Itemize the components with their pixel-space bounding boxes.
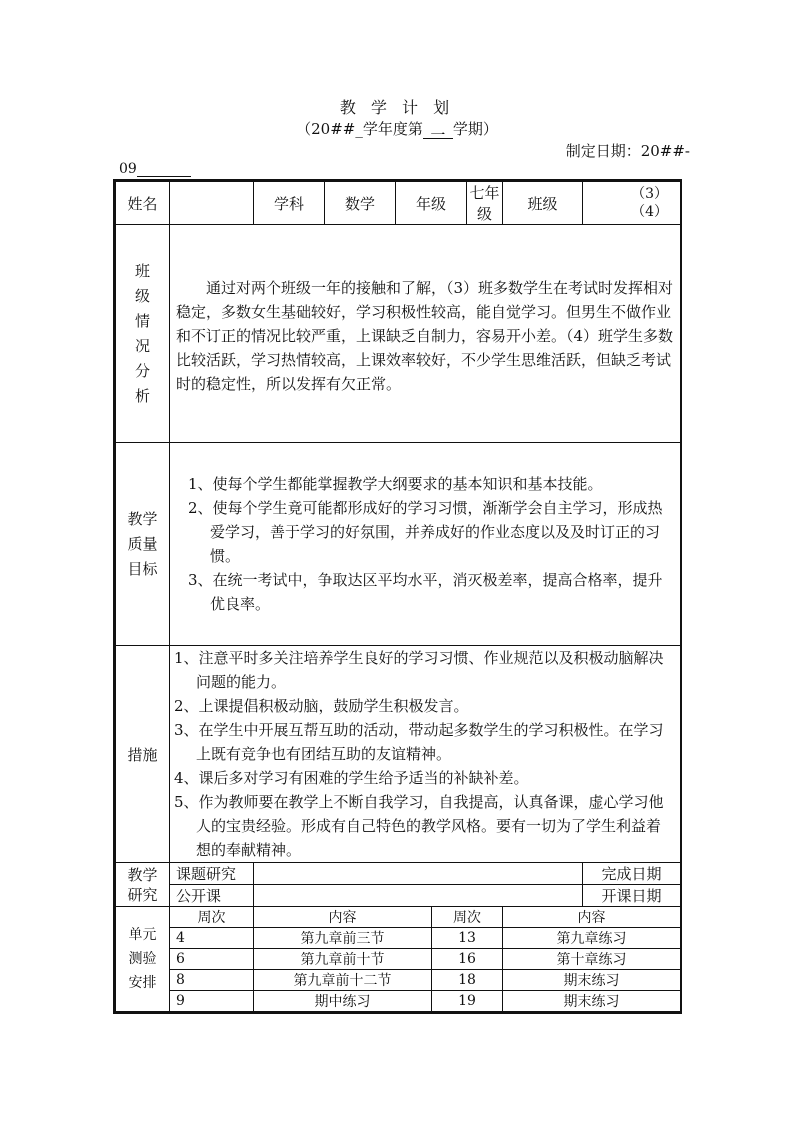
label-line: 单元 <box>128 927 157 943</box>
content-cell: 第九章前三节 <box>254 928 432 949</box>
subtitle-prefix: （20##_学年度第 <box>296 120 423 138</box>
week-header: 周次 <box>170 907 254 928</box>
open-class-value <box>254 885 583 907</box>
measure-item: 4、课后多对学习有困难的学生给予适当的补缺补差。 <box>174 769 529 787</box>
class-analysis-label <box>116 225 170 443</box>
research-row-open <box>116 885 681 907</box>
class-analysis-row <box>116 225 681 443</box>
goal-item: 1、使每个学生都能掌握教学大纲要求的基本知识和基本技能。 <box>188 475 603 493</box>
week-cell: 18 <box>432 970 503 991</box>
measure-item: 2、上课提倡积极动脑，鼓励学生积极发言。 <box>174 697 469 715</box>
topic-label: 课题研究 <box>170 863 254 885</box>
week-cell: 19 <box>432 991 503 1012</box>
goals-content <box>170 443 681 646</box>
plan-table <box>113 179 682 1014</box>
week-cell: 13 <box>432 928 503 949</box>
grade-label: 年级 <box>396 182 467 225</box>
tests-header-row <box>116 907 681 928</box>
week-header: 周次 <box>432 907 503 928</box>
date-underline <box>137 162 191 177</box>
class-label: 班级 <box>503 182 583 225</box>
label-line: 测验 <box>128 951 157 967</box>
measure-item: 5、作为教师要在教学上不断自我学习，自我提高，认真备课，虚心学习他人的宝贵经验。形成有自己特色的教学风格。要有一切为了学生利益着想的奉献精神。 <box>174 793 664 859</box>
finish-date-label: 完成日期 <box>583 863 681 885</box>
class-analysis-text: 通过对两个班级一年的接触和了解，（3）班多数学生在考试时发挥相对稳定，多数女生基础较好，学习积极性较高，能自觉学习。但男生不做作业和不订正的情况比较严重，上课缺乏自制力，容易开小差。（4）班学生多数比较活跃，学习热情较高，上课效率较好，不少学生思维活跃，但缺乏考试时的稳定性，所以发挥有欠正常。 <box>176 278 674 393</box>
measures-content <box>170 646 681 863</box>
name-label: 姓名 <box>116 182 170 225</box>
topic-value <box>254 863 583 885</box>
measures-label: 措施 <box>116 646 170 863</box>
subject-value: 数学 <box>325 182 396 225</box>
week-cell: 4 <box>170 928 254 949</box>
subject-label: 学科 <box>254 182 325 225</box>
measure-item: 1、注意平时多关注培养学生良好的学习习惯、作业规范以及积极动脑解决问题的能力。 <box>174 649 664 691</box>
label-line: 教学 <box>127 509 158 528</box>
content-header: 内容 <box>254 907 432 928</box>
week-cell: 8 <box>170 970 254 991</box>
content-cell: 第九章前十二节 <box>254 970 432 991</box>
label-char: 析 <box>134 386 150 405</box>
label-char: 情 <box>134 311 150 330</box>
document-title: 教 学 计 划 <box>339 98 455 117</box>
table-row <box>116 991 681 1012</box>
week-cell: 9 <box>170 991 254 1012</box>
label-line: 质量 <box>127 534 158 553</box>
content-cell: 期末练习 <box>503 970 681 991</box>
content-cell: 第九章前十节 <box>254 949 432 970</box>
class-value <box>583 182 681 225</box>
grade-value: 七年级 <box>467 182 503 225</box>
goal-item: 2、使每个学生竟可能都形成好的学习习惯，渐渐学会自主学习，形成热爱学习，善于学习的好氛围，并养成好的作业态度以及及时订正的习惯。 <box>188 499 663 565</box>
content-cell: 期中练习 <box>254 991 432 1012</box>
content-header: 内容 <box>503 907 681 928</box>
class-value-3: （3） <box>631 186 669 202</box>
class-analysis-content <box>170 225 681 443</box>
table-row <box>116 970 681 991</box>
label-line: 教学 <box>127 865 158 884</box>
measures-row <box>116 646 681 863</box>
week-cell: 16 <box>432 949 503 970</box>
date-month: 09 <box>119 161 137 177</box>
document-subtitle <box>0 118 794 144</box>
goal-item: 3、在统一考试中，争取达区平均水平，消灭极差率，提高合格率，提升优良率。 <box>188 571 663 613</box>
label-char: 分 <box>134 361 150 380</box>
tests-label <box>116 907 170 1012</box>
goals-row <box>116 443 681 646</box>
name-value <box>170 182 254 225</box>
research-label <box>116 863 170 907</box>
label-char: 级 <box>134 286 150 305</box>
date-label: 制定日期：20##- <box>565 142 690 160</box>
open-class-label: 公开课 <box>170 885 254 907</box>
semester-number: 一 <box>423 124 453 139</box>
table-row <box>116 949 681 970</box>
label-line: 安排 <box>128 975 157 991</box>
label-char: 况 <box>134 336 150 355</box>
content-cell: 期末练习 <box>503 991 681 1012</box>
subtitle-suffix: 学期） <box>452 120 498 138</box>
open-date-label: 开课日期 <box>583 885 681 907</box>
label-char: 班 <box>134 261 150 280</box>
measure-item: 3、在学生中开展互帮互助的活动，带动起多数学生的学习积极性。在学习上既有竞争也有团结互助的友谊精神。 <box>174 721 664 763</box>
goals-label <box>116 443 170 646</box>
content-cell: 第十章练习 <box>503 949 681 970</box>
date-continuation <box>119 161 191 177</box>
info-row <box>116 182 681 225</box>
week-cell: 6 <box>170 949 254 970</box>
table-row <box>116 928 681 949</box>
class-value-4: （4） <box>631 204 669 220</box>
research-row-topic <box>116 863 681 885</box>
label-line: 目标 <box>127 559 158 578</box>
label-line: 研究 <box>127 885 158 904</box>
content-cell: 第九章练习 <box>503 928 681 949</box>
